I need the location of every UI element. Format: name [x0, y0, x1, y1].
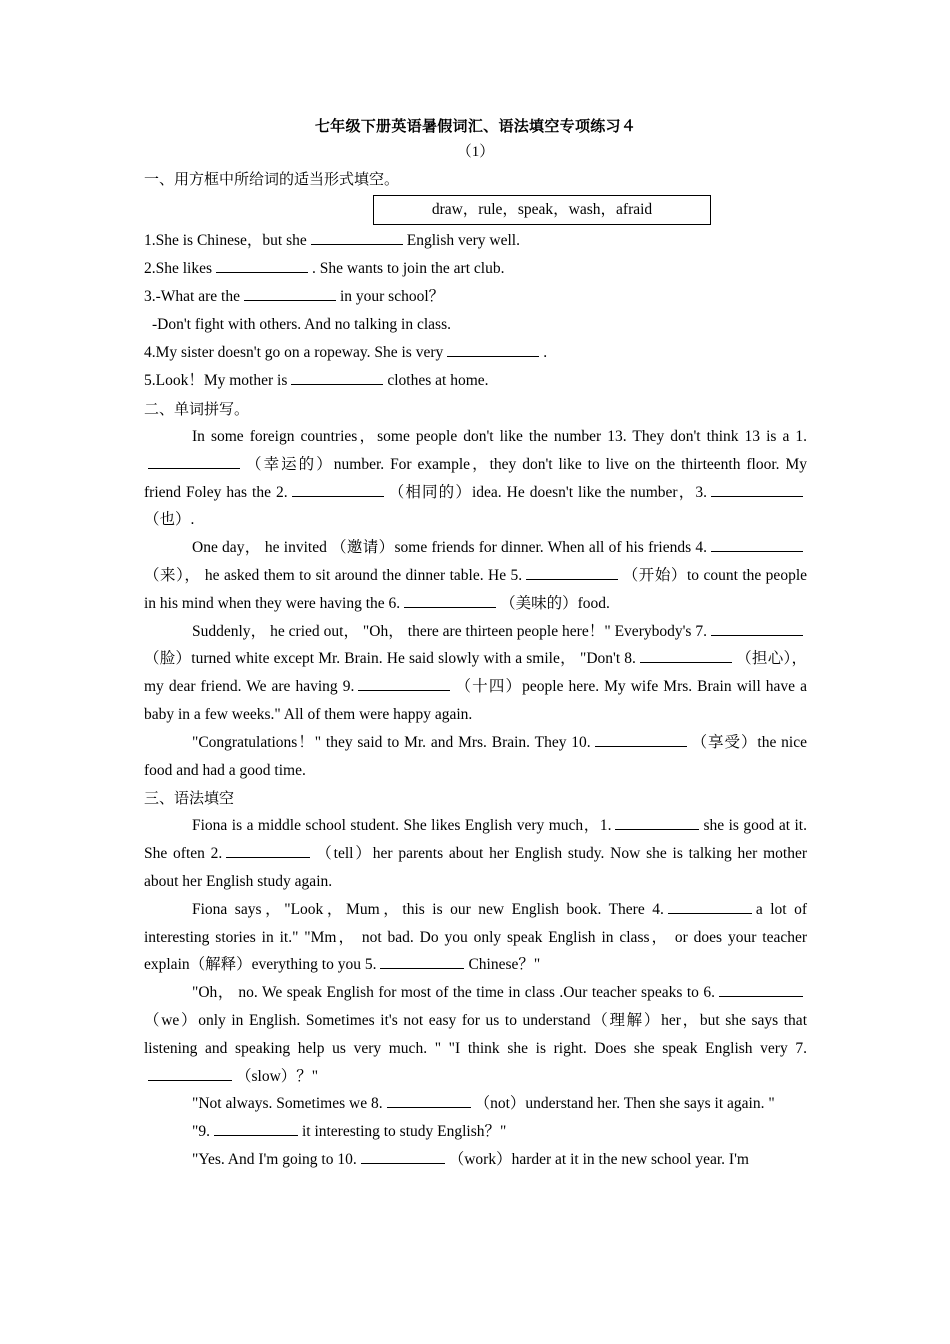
- question-4: 4.My sister doesn't go on a ropeway. She is very .: [144, 339, 807, 367]
- section3-heading: 三、语法填空: [144, 789, 235, 808]
- grammar-paragraph-1: Fiona is a middle school student. She likes English very much，1. she is good at it. She often 2. （tell）her parents about her English study. Now she is talking her mother about her English study again.: [144, 812, 807, 895]
- answer-blank[interactable]: [380, 952, 464, 969]
- grammar-paragraph-6: "Yes. And I'm going to 10. （work）harder at it in the new school year. I'm: [144, 1146, 807, 1174]
- answer-blank[interactable]: [447, 340, 539, 357]
- grammar-paragraph-4: "Not always. Sometimes we 8. （not）understand her. Then she says it again. ": [144, 1090, 807, 1118]
- grammar-paragraph-5: "9. it interesting to study English？": [144, 1118, 807, 1146]
- spelling-paragraph-1: In some foreign countries，some people don't like the number 13. They don't think 13 is a 1.（幸运的）number. For example，they don't like to live on the thirteenth floor. My friend Foley has the 2. （相同的）idea. He doesn't like the number，3.（也）.: [144, 428, 807, 529]
- answer-blank[interactable]: [615, 813, 699, 830]
- worksheet-title: 七年级下册英语暑假词汇、语法填空专项练习４: [314, 117, 637, 135]
- spelling-paragraph-4: "Congratulations！" they said to Mr. and Mrs. Brain. They 10. （享受）the nice food and had a good time.: [144, 729, 807, 785]
- grammar-paragraph-3: "Oh， no. We speak English for most of the time in class .Our teacher speaks to 6.（we）only in English. Sometimes it's not easy for us to understand（理解）her，but she says that listening and speaking help us very much. " "I think she is right. Does she speak English very 7.（slow）？": [144, 979, 807, 1090]
- question-2: 2.She likes . She wants to join the art club.: [144, 255, 807, 283]
- question-5: 5.Look！My mother is clothes at home.: [144, 367, 807, 395]
- answer-blank[interactable]: [668, 897, 752, 914]
- answer-blank[interactable]: [404, 591, 496, 608]
- word-box-row: [144, 193, 807, 227]
- answer-blank[interactable]: [291, 368, 383, 385]
- worksheet-subtitle: （1）: [456, 144, 495, 160]
- worksheet-content: [144, 113, 807, 1174]
- answer-blank[interactable]: [361, 1147, 445, 1164]
- word-box: draw，rule，speak，wash，afraid: [373, 195, 711, 225]
- answer-blank[interactable]: [358, 674, 450, 691]
- answer-blank[interactable]: [226, 841, 310, 858]
- grammar-paragraph-2: Fiona says，"Look，Mum，this is our new English book. There 4. a lot of interesting stories in it." "Mm， not bad. Do you only speak English in class， or does your teacher explain（解释）everything to you 5. Chinese？": [144, 896, 807, 979]
- question-3-reply: -Don't fight with others. And no talking in class.: [152, 316, 451, 333]
- section2-heading: 二、单词拼写。: [144, 400, 250, 418]
- answer-blank[interactable]: [640, 646, 732, 663]
- answer-blank[interactable]: [711, 480, 803, 497]
- answer-blank[interactable]: [387, 1091, 471, 1108]
- answer-blank[interactable]: [244, 284, 336, 301]
- question-3: 3.-What are the in your school？: [144, 283, 807, 311]
- answer-blank[interactable]: [292, 480, 384, 497]
- answer-blank[interactable]: [719, 980, 803, 997]
- answer-blank[interactable]: [214, 1119, 298, 1136]
- answer-blank[interactable]: [595, 730, 687, 747]
- section1-heading: 一、用方框中所给词的适当形式填空。: [144, 170, 400, 188]
- spelling-paragraph-3: Suddenly， he cried out， "Oh， there are thirteen people here！" Everybody's 7.（脸）turned white except Mr. Brain. He said slowly with a smile， "Don't 8. （担心）， my dear friend. We are having 9. （十四）people here. My wife Mrs. Brain will have a baby in a few weeks." All of them were happy again.: [144, 618, 807, 729]
- answer-blank[interactable]: [526, 563, 618, 580]
- answer-blank[interactable]: [216, 256, 308, 273]
- question-1: 1.She is Chinese，but she English very well.: [144, 227, 807, 255]
- answer-blank[interactable]: [311, 228, 403, 245]
- answer-blank[interactable]: [711, 535, 803, 552]
- answer-blank[interactable]: [148, 452, 240, 469]
- answer-blank[interactable]: [148, 1064, 232, 1081]
- answer-blank[interactable]: [711, 619, 803, 636]
- spelling-paragraph-2: One day， he invited （邀请）some friends for dinner. When all of his friends 4.（来）， he asked them to sit around the dinner table. He 5. （开始）to count the people in his mind when they were having the 6. （美味的）food.: [144, 534, 807, 617]
